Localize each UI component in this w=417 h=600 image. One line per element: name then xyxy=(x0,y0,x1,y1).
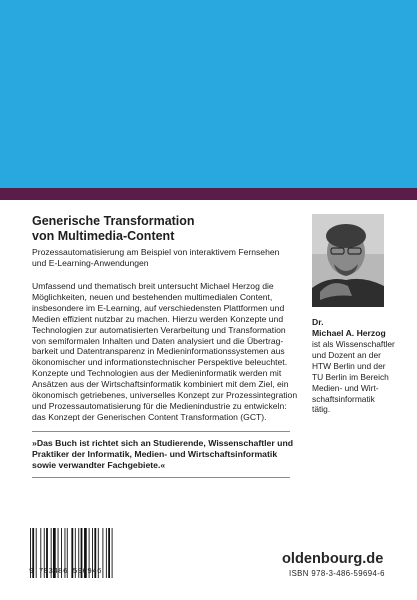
publisher-website: oldenbourg.de xyxy=(282,551,384,567)
accent-stripe xyxy=(0,188,417,200)
quote-top-rule xyxy=(32,431,290,432)
author-name: Michael A. Herzog xyxy=(312,328,386,338)
isbn-number: ISBN 978-3-486-59694-6 xyxy=(289,569,385,578)
author-title: Dr. xyxy=(312,317,324,327)
cover-color-band xyxy=(0,0,417,188)
book-description: Umfassend und thematisch breit untersucht Michael Herzog die Möglichkeiten, neuen und bestehenden multimedialen Content, insbesondere im E-Learning, auf verschiedensten Plattformen und Medien effizient nutzbar zu machen. Hierzu werden Konzepte und Technologien zur automatisierten Verarbeitung und Transformation von semiformalen Inhalten und Daten analysiert und die Übertrag- barkeit und Datentransparenz in Medieninformationssystemen aus ökonomischer und informationstechnischer Perspektive beleuchtet. Konzepte und Technologien aus der Medieninformatik werden mit Ansätzen aus der Wirtschaftsinformatik kombiniert mit dem Ziel, ein ökonomisch getriebenes, universelles Konzept zur Prozessintegration und Prozessautomatisierung für die Medienindustrie zu entwickeln: das Konzept der Generischen Content Transformation (GCT). xyxy=(32,281,298,422)
book-subtitle: Prozessautomatisierung am Beispiel von interaktivem Fernsehen und E-Learning-Anwendungen xyxy=(32,247,280,268)
author-bio: ist als Wissenschaftler und Dozent an der HTW Berlin und der TU Berlin im Bereich Medien- und Wirt- schaftsinformatik tätig. xyxy=(312,339,395,415)
quote-bottom-rule xyxy=(32,477,290,478)
author-portrait-image xyxy=(312,214,384,307)
barcode-digits: 9 783486 596946 xyxy=(29,568,102,576)
book-quote: »Das Buch ist richtet sich an Studierende, Wissenschaftler und Praktiker der Informatik, Medien- und Wirtschaftsinformatik sowie verwandter Fachgebiete.« xyxy=(32,438,294,470)
author-photo xyxy=(312,214,384,307)
book-title: Generische Transformation von Multimedia-Content xyxy=(32,214,195,243)
